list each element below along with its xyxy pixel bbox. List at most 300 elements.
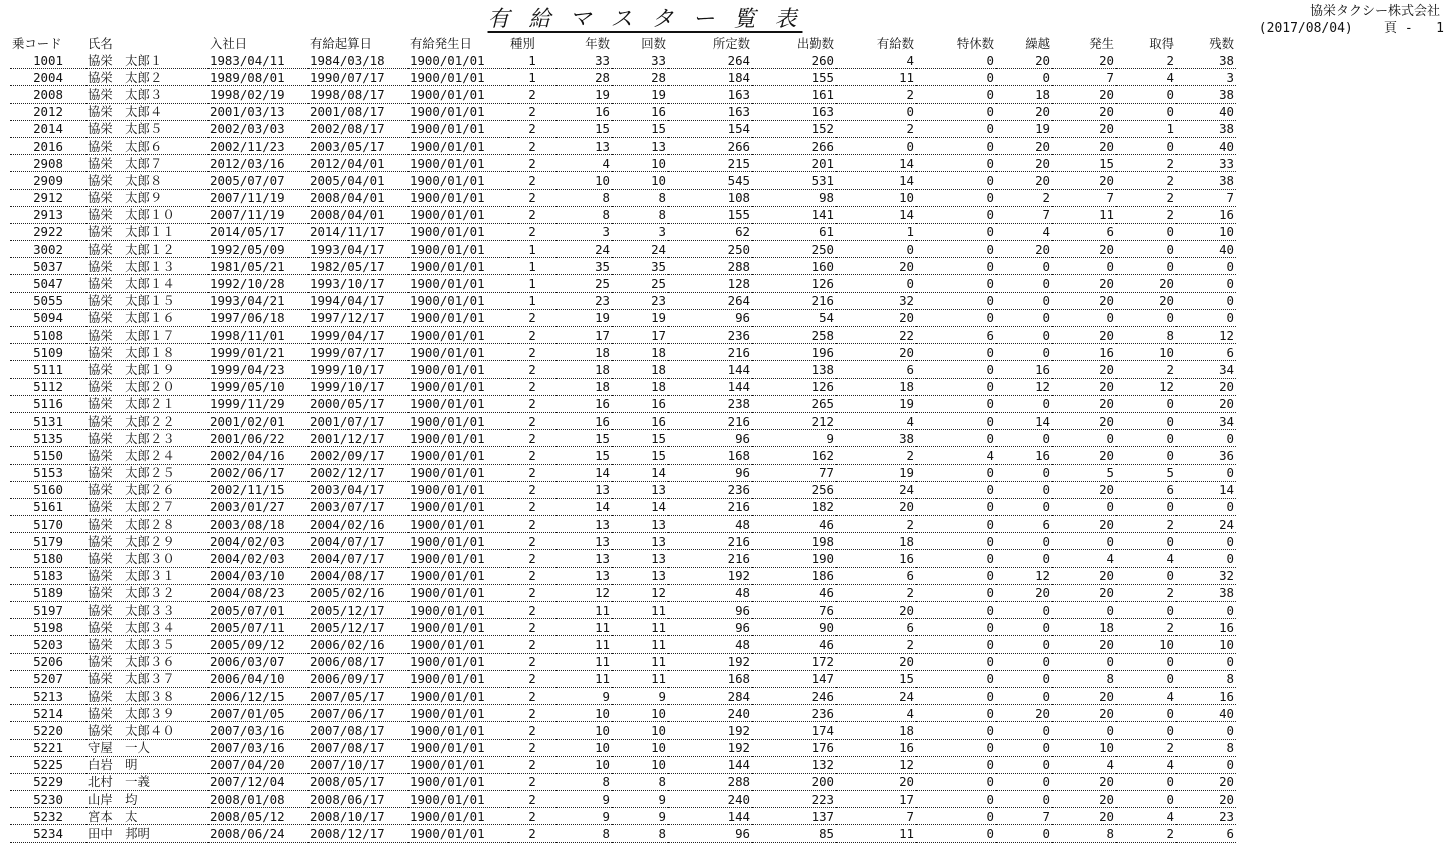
table-row: [10, 344, 1236, 361]
cell-scheduled: 250: [668, 241, 752, 258]
cell-hire-date: 2006/03/07: [208, 653, 308, 670]
cell-taken: 2: [1116, 825, 1176, 842]
cell-special-leave: 0: [916, 791, 996, 808]
cell-special-leave: 0: [916, 344, 996, 361]
cell-years: 35: [556, 258, 612, 275]
cell-hire-date: 1999/04/23: [208, 361, 308, 378]
cell-years: 13: [556, 533, 612, 550]
cell-hire-date: 2001/02/01: [208, 412, 308, 429]
cell-name: 宮本 太: [86, 808, 208, 825]
cell-granted: 10: [1052, 739, 1116, 756]
table-row: [10, 172, 1236, 189]
cell-years: 19: [556, 309, 612, 326]
cell-leave-start: 2005/12/17: [308, 619, 408, 636]
cell-special-leave: 0: [916, 756, 996, 773]
cell-attendance: 200: [752, 773, 836, 790]
cell-paid-leave: 14: [836, 155, 916, 172]
cell-count: 10: [612, 722, 668, 739]
cell-carryover: 0: [996, 653, 1052, 670]
cell-code: 5203: [10, 636, 86, 653]
cell-remaining: 16: [1176, 619, 1236, 636]
cell-count: 9: [612, 687, 668, 704]
cell-leave-start: 1984/03/18: [308, 52, 408, 69]
cell-carryover: 19: [996, 120, 1052, 137]
cell-attendance: 138: [752, 361, 836, 378]
cell-granted: 0: [1052, 498, 1116, 515]
cell-special-leave: 0: [916, 619, 996, 636]
cell-special-leave: 0: [916, 189, 996, 206]
cell-leave-start: 2005/02/16: [308, 584, 408, 601]
cell-paid-leave: 12: [836, 756, 916, 773]
cell-attendance: 98: [752, 189, 836, 206]
table-row: [10, 137, 1236, 154]
cell-special-leave: 0: [916, 498, 996, 515]
cell-paid-leave: 2: [836, 636, 916, 653]
cell-paid-leave: 11: [836, 825, 916, 842]
cell-leave-start: 2002/12/17: [308, 464, 408, 481]
cell-count: 10: [612, 705, 668, 722]
cell-special-leave: 0: [916, 52, 996, 69]
cell-paid-leave: 20: [836, 653, 916, 670]
cell-taken: 4: [1116, 687, 1176, 704]
cell-carryover: 0: [996, 481, 1052, 498]
cell-count: 13: [612, 533, 668, 550]
cell-granted: 20: [1052, 481, 1116, 498]
cell-code: 5213: [10, 687, 86, 704]
cell-code: 2014: [10, 120, 86, 137]
cell-carryover: 0: [996, 825, 1052, 842]
cell-leave-issue: 1900/01/01: [408, 430, 508, 447]
cell-code: 5153: [10, 464, 86, 481]
cell-special-leave: 0: [916, 206, 996, 223]
cell-leave-issue: 1900/01/01: [408, 52, 508, 69]
cell-carryover: 7: [996, 808, 1052, 825]
cell-leave-start: 2008/06/17: [308, 791, 408, 808]
cell-remaining: 38: [1176, 52, 1236, 69]
cell-years: 23: [556, 292, 612, 309]
cell-hire-date: 2005/07/01: [208, 602, 308, 619]
cell-carryover: 0: [996, 636, 1052, 653]
cell-leave-issue: 1900/01/01: [408, 773, 508, 790]
cell-scheduled: 163: [668, 86, 752, 103]
cell-special-leave: 0: [916, 739, 996, 756]
cell-special-leave: 0: [916, 825, 996, 842]
cell-leave-start: 2007/05/17: [308, 687, 408, 704]
cell-remaining: 0: [1176, 550, 1236, 567]
cell-paid-leave: 16: [836, 739, 916, 756]
cell-granted: 20: [1052, 241, 1116, 258]
cell-leave-start: 2008/12/17: [308, 825, 408, 842]
cell-hire-date: 2005/09/12: [208, 636, 308, 653]
cell-type: 2: [508, 653, 556, 670]
cell-remaining: 0: [1176, 309, 1236, 326]
cell-paid-leave: 20: [836, 258, 916, 275]
cell-remaining: 20: [1176, 395, 1236, 412]
cell-carryover: 0: [996, 602, 1052, 619]
cell-carryover: 14: [996, 412, 1052, 429]
cell-type: 1: [508, 52, 556, 69]
cell-name: 協栄 太郎１１: [86, 223, 208, 240]
cell-years: 13: [556, 567, 612, 584]
cell-years: 3: [556, 223, 612, 240]
cell-hire-date: 2007/12/04: [208, 773, 308, 790]
cell-remaining: 8: [1176, 670, 1236, 687]
cell-attendance: 46: [752, 516, 836, 533]
cell-taken: 2: [1116, 739, 1176, 756]
table-row: [10, 86, 1236, 103]
cell-count: 18: [612, 361, 668, 378]
cell-paid-leave: 6: [836, 361, 916, 378]
cell-granted: 6: [1052, 223, 1116, 240]
cell-name: 協栄 太郎１４: [86, 275, 208, 292]
col-header-type: 種別: [510, 36, 535, 51]
cell-remaining: 40: [1176, 103, 1236, 120]
cell-leave-start: 2001/12/17: [308, 430, 408, 447]
cell-scheduled: 96: [668, 825, 752, 842]
cell-carryover: 0: [996, 739, 1052, 756]
cell-years: 17: [556, 327, 612, 344]
cell-name: 協栄 太郎３８: [86, 687, 208, 704]
cell-attendance: 258: [752, 327, 836, 344]
cell-hire-date: 1993/04/21: [208, 292, 308, 309]
cell-count: 11: [612, 670, 668, 687]
cell-scheduled: 144: [668, 378, 752, 395]
cell-remaining: 33: [1176, 155, 1236, 172]
cell-name: 協栄 太郎３５: [86, 636, 208, 653]
cell-type: 2: [508, 378, 556, 395]
cell-years: 13: [556, 550, 612, 567]
cell-carryover: 12: [996, 567, 1052, 584]
cell-remaining: 0: [1176, 464, 1236, 481]
table-row: [10, 223, 1236, 240]
cell-name: 田中 邦明: [86, 825, 208, 842]
cell-name: 協栄 太郎７: [86, 155, 208, 172]
table-row: [10, 155, 1236, 172]
cell-leave-start: 1982/05/17: [308, 258, 408, 275]
cell-scheduled: 288: [668, 258, 752, 275]
cell-granted: 20: [1052, 327, 1116, 344]
cell-attendance: 196: [752, 344, 836, 361]
cell-count: 15: [612, 430, 668, 447]
table-row: [10, 619, 1236, 636]
cell-hire-date: 2007/01/05: [208, 705, 308, 722]
cell-carryover: 4: [996, 223, 1052, 240]
cell-hire-date: 2005/07/11: [208, 619, 308, 636]
table-row: [10, 739, 1236, 756]
cell-leave-start: 1999/10/17: [308, 361, 408, 378]
cell-taken: 6: [1116, 481, 1176, 498]
cell-paid-leave: 7: [836, 808, 916, 825]
cell-code: 5112: [10, 378, 86, 395]
cell-leave-start: 1999/07/17: [308, 344, 408, 361]
table-row: [10, 825, 1236, 842]
cell-code: 5135: [10, 430, 86, 447]
cell-taken: 20: [1116, 292, 1176, 309]
cell-count: 19: [612, 309, 668, 326]
table-row: [10, 773, 1236, 790]
cell-type: 2: [508, 550, 556, 567]
cell-leave-issue: 1900/01/01: [408, 498, 508, 515]
cell-granted: 0: [1052, 258, 1116, 275]
cell-attendance: 246: [752, 687, 836, 704]
cell-name: 協栄 太郎２１: [86, 395, 208, 412]
cell-name: 協栄 太郎１: [86, 52, 208, 69]
cell-code: 1001: [10, 52, 86, 69]
cell-leave-issue: 1900/01/01: [408, 309, 508, 326]
cell-remaining: 12: [1176, 327, 1236, 344]
table-row: [10, 550, 1236, 567]
cell-leave-start: 2006/09/17: [308, 670, 408, 687]
cell-leave-start: 1990/07/17: [308, 69, 408, 86]
cell-leave-start: 2001/08/17: [308, 103, 408, 120]
table-row: [10, 241, 1236, 258]
cell-attendance: 182: [752, 498, 836, 515]
cell-leave-issue: 1900/01/01: [408, 395, 508, 412]
cell-attendance: 212: [752, 412, 836, 429]
cell-taken: 0: [1116, 395, 1176, 412]
cell-granted: 20: [1052, 378, 1116, 395]
cell-code: 2008: [10, 86, 86, 103]
cell-type: 2: [508, 361, 556, 378]
cell-years: 9: [556, 808, 612, 825]
cell-special-leave: 0: [916, 670, 996, 687]
cell-remaining: 10: [1176, 636, 1236, 653]
cell-taken: 0: [1116, 309, 1176, 326]
cell-carryover: 0: [996, 344, 1052, 361]
table-row: [10, 516, 1236, 533]
cell-type: 2: [508, 103, 556, 120]
cell-type: 1: [508, 258, 556, 275]
cell-special-leave: 6: [916, 327, 996, 344]
cell-code: 3002: [10, 241, 86, 258]
cell-remaining: 38: [1176, 120, 1236, 137]
cell-hire-date: 1999/01/21: [208, 344, 308, 361]
cell-type: 2: [508, 412, 556, 429]
col-header-attendance: 出勤数: [796, 36, 834, 51]
cell-leave-start: 1994/04/17: [308, 292, 408, 309]
cell-leave-issue: 1900/01/01: [408, 378, 508, 395]
cell-name: 協栄 太郎２４: [86, 447, 208, 464]
cell-hire-date: 2001/06/22: [208, 430, 308, 447]
cell-attendance: 250: [752, 241, 836, 258]
cell-leave-start: 2002/08/17: [308, 120, 408, 137]
cell-remaining: 16: [1176, 687, 1236, 704]
cell-attendance: 85: [752, 825, 836, 842]
cell-leave-issue: 1900/01/01: [408, 550, 508, 567]
cell-leave-issue: 1900/01/01: [408, 223, 508, 240]
cell-scheduled: 192: [668, 739, 752, 756]
cell-name: 協栄 太郎１６: [86, 309, 208, 326]
cell-leave-start: 2008/04/01: [308, 189, 408, 206]
cell-carryover: 20: [996, 705, 1052, 722]
report-date: (2017/08/04): [1258, 21, 1353, 36]
cell-taken: 0: [1116, 86, 1176, 103]
cell-years: 8: [556, 773, 612, 790]
cell-special-leave: 0: [916, 378, 996, 395]
cell-taken: 0: [1116, 103, 1176, 120]
cell-scheduled: 240: [668, 705, 752, 722]
cell-taken: 2: [1116, 189, 1176, 206]
cell-leave-start: 2004/08/17: [308, 567, 408, 584]
cell-leave-issue: 1900/01/01: [408, 602, 508, 619]
table-row: [10, 69, 1236, 86]
cell-carryover: 0: [996, 550, 1052, 567]
cell-granted: 8: [1052, 670, 1116, 687]
cell-leave-issue: 1900/01/01: [408, 808, 508, 825]
cell-paid-leave: 0: [836, 137, 916, 154]
table-row: [10, 327, 1236, 344]
cell-leave-issue: 1900/01/01: [408, 172, 508, 189]
cell-granted: 20: [1052, 516, 1116, 533]
cell-remaining: 23: [1176, 808, 1236, 825]
cell-name: 協栄 太郎１３: [86, 258, 208, 275]
cell-code: 2913: [10, 206, 86, 223]
cell-paid-leave: 10: [836, 189, 916, 206]
cell-carryover: 0: [996, 395, 1052, 412]
cell-special-leave: 0: [916, 258, 996, 275]
cell-attendance: 236: [752, 705, 836, 722]
cell-count: 13: [612, 550, 668, 567]
cell-granted: 8: [1052, 825, 1116, 842]
cell-paid-leave: 0: [836, 241, 916, 258]
col-header-leave-start: 有給起算日: [310, 36, 372, 51]
cell-remaining: 40: [1176, 705, 1236, 722]
cell-scheduled: 238: [668, 395, 752, 412]
cell-count: 33: [612, 52, 668, 69]
cell-leave-start: 2001/07/17: [308, 412, 408, 429]
cell-scheduled: 144: [668, 808, 752, 825]
cell-granted: 4: [1052, 550, 1116, 567]
cell-remaining: 32: [1176, 567, 1236, 584]
cell-hire-date: 1981/05/21: [208, 258, 308, 275]
cell-scheduled: 288: [668, 773, 752, 790]
cell-granted: 4: [1052, 756, 1116, 773]
cell-paid-leave: 2: [836, 516, 916, 533]
cell-leave-start: 1998/08/17: [308, 86, 408, 103]
cell-count: 13: [612, 481, 668, 498]
cell-carryover: 0: [996, 756, 1052, 773]
cell-type: 2: [508, 120, 556, 137]
cell-years: 13: [556, 481, 612, 498]
cell-attendance: 126: [752, 275, 836, 292]
cell-leave-issue: 1900/01/01: [408, 756, 508, 773]
cell-paid-leave: 6: [836, 619, 916, 636]
cell-remaining: 0: [1176, 275, 1236, 292]
cell-count: 14: [612, 498, 668, 515]
cell-scheduled: 168: [668, 670, 752, 687]
cell-taken: 0: [1116, 791, 1176, 808]
col-header-special-leave: 特休数: [956, 36, 994, 51]
table-row: [10, 602, 1236, 619]
table-row: [10, 395, 1236, 412]
cell-attendance: 223: [752, 791, 836, 808]
cell-years: 8: [556, 189, 612, 206]
cell-taken: 2: [1116, 516, 1176, 533]
cell-count: 10: [612, 739, 668, 756]
table-row: [10, 636, 1236, 653]
cell-years: 10: [556, 722, 612, 739]
cell-leave-start: 1999/10/17: [308, 378, 408, 395]
table-row: [10, 567, 1236, 584]
cell-type: 2: [508, 516, 556, 533]
cell-code: 2012: [10, 103, 86, 120]
cell-taken: 1: [1116, 120, 1176, 137]
cell-carryover: 20: [996, 155, 1052, 172]
page-number: 1: [1436, 21, 1444, 36]
cell-leave-start: 2006/08/17: [308, 653, 408, 670]
cell-granted: 20: [1052, 172, 1116, 189]
col-header-count: 回数: [641, 36, 666, 51]
cell-carryover: 0: [996, 791, 1052, 808]
cell-scheduled: 96: [668, 602, 752, 619]
cell-years: 13: [556, 516, 612, 533]
cell-carryover: 0: [996, 687, 1052, 704]
cell-leave-start: 2006/02/16: [308, 636, 408, 653]
col-header-granted: 発生: [1089, 36, 1114, 51]
cell-code: 5221: [10, 739, 86, 756]
table-row: [10, 412, 1236, 429]
cell-special-leave: 0: [916, 705, 996, 722]
table-row: [10, 791, 1236, 808]
cell-code: 2908: [10, 155, 86, 172]
cell-paid-leave: 38: [836, 430, 916, 447]
cell-granted: 20: [1052, 137, 1116, 154]
cell-granted: 20: [1052, 120, 1116, 137]
cell-remaining: 0: [1176, 653, 1236, 670]
cell-special-leave: 0: [916, 636, 996, 653]
cell-name: 協栄 太郎４０: [86, 722, 208, 739]
cell-code: 2912: [10, 189, 86, 206]
cell-attendance: 161: [752, 86, 836, 103]
cell-remaining: 14: [1176, 481, 1236, 498]
cell-years: 11: [556, 636, 612, 653]
cell-paid-leave: 2: [836, 447, 916, 464]
cell-leave-start: 2007/08/17: [308, 739, 408, 756]
cell-paid-leave: 4: [836, 52, 916, 69]
cell-count: 3: [612, 223, 668, 240]
cell-scheduled: 163: [668, 103, 752, 120]
cell-name: 協栄 太郎３４: [86, 619, 208, 636]
cell-count: 13: [612, 137, 668, 154]
cell-taken: 0: [1116, 258, 1176, 275]
col-header-years: 年数: [585, 36, 610, 51]
col-header-hire-date: 入社日: [210, 36, 248, 51]
cell-granted: 16: [1052, 344, 1116, 361]
cell-leave-issue: 1900/01/01: [408, 327, 508, 344]
cell-leave-issue: 1900/01/01: [408, 481, 508, 498]
cell-taken: 4: [1116, 756, 1176, 773]
cell-leave-issue: 1900/01/01: [408, 258, 508, 275]
cell-granted: 0: [1052, 309, 1116, 326]
cell-years: 33: [556, 52, 612, 69]
cell-paid-leave: 22: [836, 327, 916, 344]
cell-hire-date: 2007/03/16: [208, 722, 308, 739]
cell-paid-leave: 20: [836, 344, 916, 361]
cell-scheduled: 108: [668, 189, 752, 206]
cell-carryover: 0: [996, 670, 1052, 687]
cell-type: 2: [508, 327, 556, 344]
cell-granted: 20: [1052, 584, 1116, 601]
cell-name: 協栄 太郎１９: [86, 361, 208, 378]
cell-special-leave: 0: [916, 722, 996, 739]
cell-remaining: 24: [1176, 516, 1236, 533]
cell-taken: 0: [1116, 498, 1176, 515]
cell-attendance: 190: [752, 550, 836, 567]
cell-count: 19: [612, 86, 668, 103]
cell-type: 2: [508, 825, 556, 842]
table-row: [10, 464, 1236, 481]
cell-name: 協栄 太郎１０: [86, 206, 208, 223]
